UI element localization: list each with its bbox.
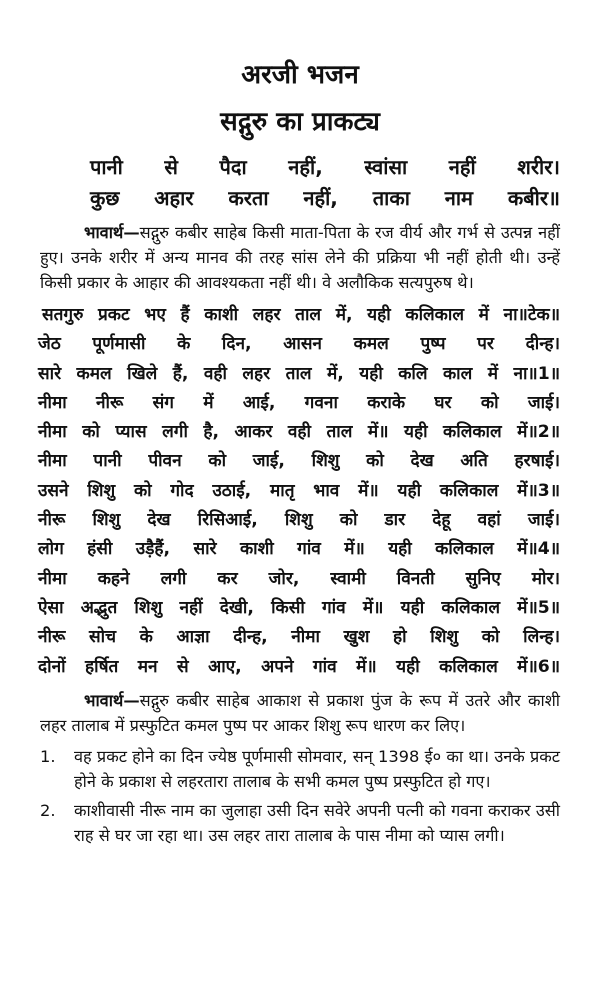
bhajan-line: दोनों हर्षित मन से आए, अपने गांव में॥ यही कलिकाल में॥6॥ — [38, 656, 560, 677]
bhajan-line: ऐसा अद्भुत शिशु नहीं देखी, किसी गांव में॥ यही कलिकाल में॥5॥ — [38, 597, 560, 618]
list-item — [40, 744, 560, 794]
numbered-list — [0, 744, 600, 848]
bhajan-line: लोग हंसी उड़ैहैं, सारे काशी गांव में॥ यही कलिकाल में॥4॥ — [38, 539, 560, 560]
bhajan-line: जेठ पूर्णमासी के दिन, आसन कमल पुष्प पर दीन्ह। — [38, 334, 560, 355]
bhajan-line: नीमा पानी पीवन को जाई, शिशु को देख अति हरषाई। — [38, 451, 560, 472]
list-item-number: 2. — [40, 800, 56, 820]
bhavarth-text: सद्गुरु कबीर साहेब किसी माता-पिता के रज वीर्य और गर्भ से उत्पन्न नहीं हुए। उनके शरीर में अन्य मानव की तरह सांस लेने की प्रक्रिया भी नहीं होती थी। उन्हें किसी प्रकार के आहार की आवश्यकता नहीं थी। वे अलौकिक सत्यपुरुष थे। — [40, 223, 560, 292]
list-item-number: 1. — [40, 746, 56, 766]
list-item-text: वह प्रकट होने का दिन ज्येष्ठ पूर्णमासी सोमवार, सन् 1398 ई० का था। उनके प्रकट होने के प्रकाश से लहरतारा तालाब के सभी कमल पुष्प प्रस्फुटित हो गए। — [74, 746, 560, 791]
bhavarth-text: सद्गुरु कबीर साहेब आकाश से प्रकाश पुंज के रूप में उतरे और काशी लहर तालाब में प्रस्फुटित कमल पुष्प पर आकर शिशु रूप धारण कर लिए। — [40, 690, 560, 735]
bhavarth-paragraph — [0, 688, 600, 738]
bhajan-line: उसने शिशु को गोद उठाई, मातृ भाव में॥ यही कलिकाल में॥3॥ — [38, 480, 560, 501]
bhajan-line: नीरू शिशु देख रिसिआई, शिशु को डार देहू वहां जाई। — [38, 510, 560, 531]
bhavarth-label: भावार्थ— — [84, 223, 140, 242]
bhajan-line: नीरू सोच के आज्ञा दीन्ह, नीमा खुश हो शिशु को लिन्ह। — [38, 627, 560, 648]
list-item — [40, 798, 560, 848]
page-title: अरजी भजन — [241, 60, 359, 90]
bhajan-refrain: सतगुरु प्रकट भए हैं काशी लहर ताल में, यही कलिकाल में ना॥टेक॥ — [42, 305, 560, 325]
bhajan-line: नीमा को प्यास लगी है, आकर वही ताल में॥ यही कलिकाल में॥2॥ — [38, 422, 560, 443]
doha-line: पानी से पैदा नहीं, स्वांसा नहीं शरीर। — [90, 155, 560, 179]
section-subtitle: सद्गुरु का प्राकट्य — [220, 107, 380, 137]
bhajan-line: सारे कमल खिले हैं, वही लहर ताल में, यही कलि काल में ना॥1॥ — [38, 363, 560, 384]
bhajan-verses — [0, 301, 600, 682]
doha-line: कुछ अहार करता नहीं, ताका नाम कबीर॥ — [90, 186, 560, 210]
bhavarth-paragraph — [0, 220, 600, 295]
bhavarth-label: भावार्थ— — [84, 690, 140, 710]
list-item-text: काशीवासी नीरू नाम का जुलाहा उसी दिन सवेरे अपनी पत्नी को गवना कराकर उसी राह से घर जा रहा था। उस लहर तारा तालाब के पास नीमा को प्यास लगी। — [74, 800, 560, 845]
bhajan-line: नीमा कहने लगी कर जोर, स्वामी विनती सुनिए मोर। — [38, 568, 560, 589]
bhajan-line: नीमा नीरू संग में आई, गवना कराके घर को जाई। — [38, 392, 560, 413]
doha-couplet — [0, 152, 600, 214]
